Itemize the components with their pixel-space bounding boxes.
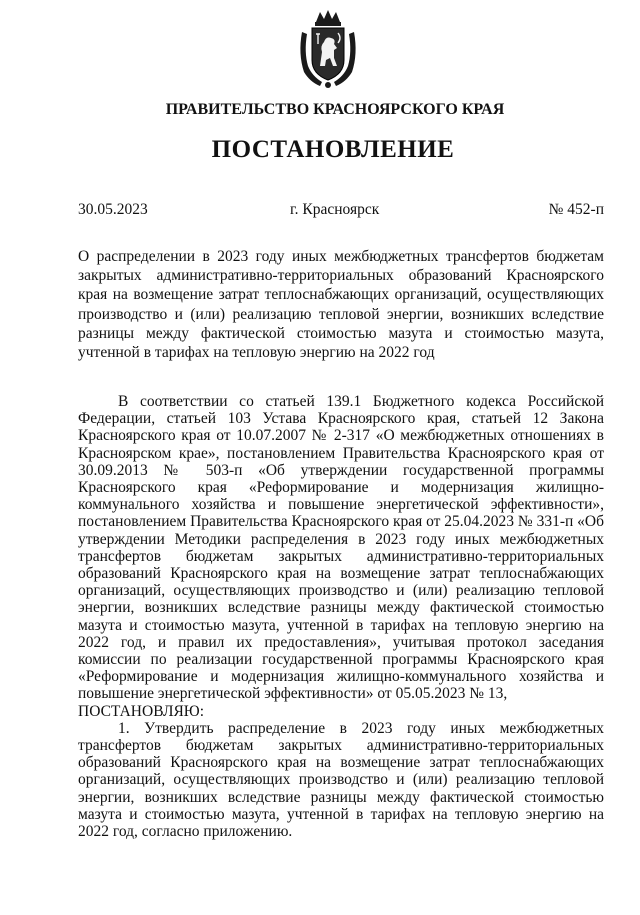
document-number: № 452-п: [548, 201, 604, 218]
decree-word: ПОСТАНОВЛЯЮ:: [78, 702, 205, 720]
preamble-text: В соответствии со статьей 139.1 Бюджетного кодекса Российской Федерации, статьей 103 Устава Красноярского края, статьей 12 Закона Красноярского края от 10.07.2007 № 2-317 «О межбюджетных отношениях в Красноярском крае», постановлением Правительства Красноярского края от 30.09.2013 № 503-п «Об утверждении государственной программы Красноярского края «Реформирование и модернизация жилищно-коммунального хозяйства и повышение энергетической эффективности», постановлением Правительства Красноярского края от 25.04.2023 № 331-п «Об утверждении Методики распределения в 2023 году иных межбюджетных трансфертов бюджетам закрытых административно-территориальных образований Красноярского края на возмещение затрат теплоснабжающих организаций, осуществляющих производство и (или) реализацию тепловой энергии, возникших вследствие разницы между фактической стоимостью мазута и стоимостью мазута, учтенной в тарифах на тепловую энергию на 2022 год, и правил их предоставления», учитывая протокол заседания комиссии по реализации государственной программы Красноярского края «Реформирование и модернизация жилищно-коммунального хозяйства и повышение энергетической эффективности» от 05.05.2023 № 13,: [78, 393, 605, 703]
document-date: 30.05.2023: [78, 201, 148, 218]
item-1-paragraph: 1. Утвердить распределение в 2023 году иных межбюджетных трансфертов бюджетам закрытых административно-территориальных образований Красноярского края на возмещение затрат теплоснабжающих организаций, осуществляющих производство и (или) реализацию тепловой энергии, возникших вследствие разницы между фактической стоимостью мазута и стоимостью мазута, учтенной в тарифах на тепловую энергию на 2022 год, согласно приложению.: [78, 719, 604, 841]
document-city: г. Красноярск: [290, 201, 380, 218]
document-body: [78, 393, 604, 840]
krasnoyarsk-coat-of-arms-icon: [296, 8, 360, 90]
document-type-title: ПОСТАНОВЛЕНИЕ: [211, 136, 455, 163]
document-meta-row: [78, 201, 604, 221]
issuing-authority: ПРАВИТЕЛЬСТВО КРАСНОЯРСКОГО КРАЯ: [165, 101, 505, 118]
preamble-paragraph: [78, 393, 604, 720]
document-subject: О распределении в 2023 году иных межбюджетных трансфертов бюджетам закрытых административно-территориальных образований Красноярского края на возмещение затрат теплоснабжающих организаций, осуществляющих производство и (или) реализацию тепловой энергии, возникших вследствие разницы между фактической стоимостью мазута и стоимостью мазута, учтенной в тарифах на тепловую энергию на 2022 год: [78, 248, 604, 362]
